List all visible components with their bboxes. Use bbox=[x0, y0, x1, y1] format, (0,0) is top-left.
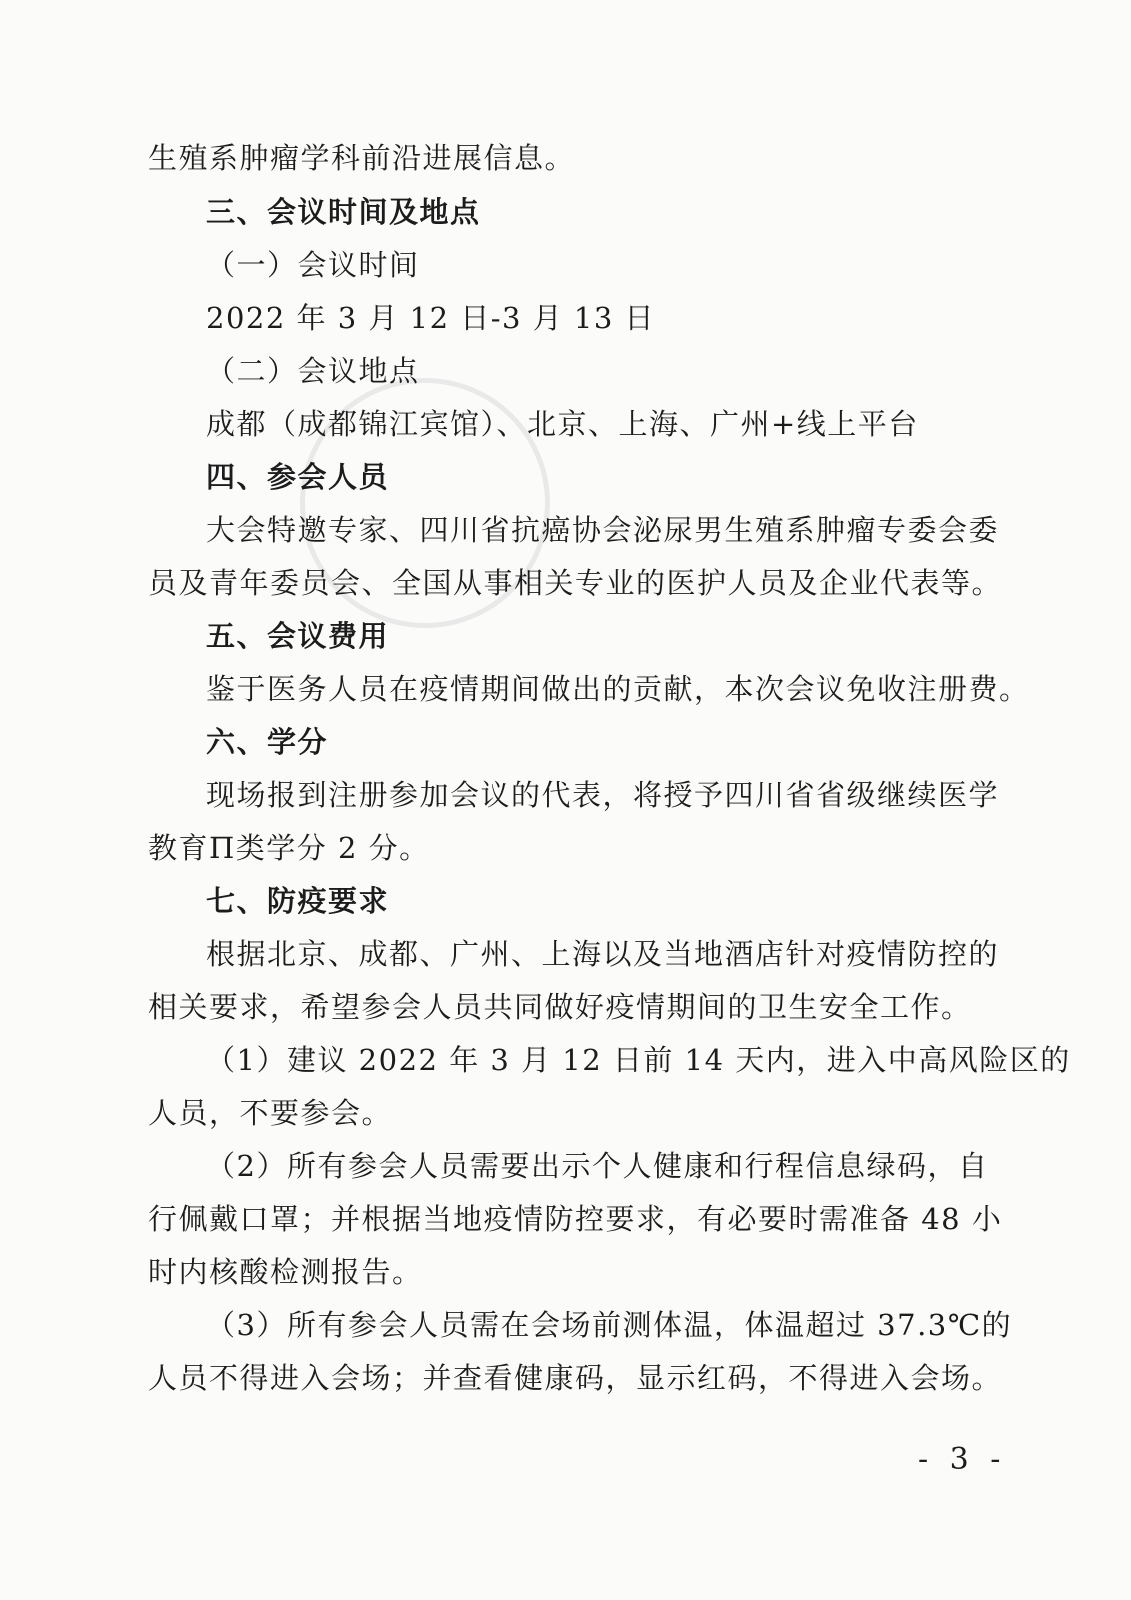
text-line: 根据北京、成都、广州、上海以及当地酒店针对疫情防控的 bbox=[206, 937, 1000, 971]
text-line: 人员不得进入会场；并查看健康码，显示红码，不得进入会场。 bbox=[148, 1361, 1003, 1395]
text-line: 教育Π类学分 2 分。 bbox=[148, 831, 430, 865]
text-line: 行佩戴口罩；并根据当地疫情防控要求，有必要时需准备 48 小 bbox=[148, 1202, 1003, 1236]
subsection-heading: （二）会议地点 bbox=[206, 354, 420, 388]
text-line: 时内核酸检测报告。 bbox=[148, 1255, 423, 1289]
text-line: （1）建议 2022 年 3 月 12 日前 14 天内，进入中高风险区的 bbox=[206, 1043, 1071, 1077]
section-heading: 七、防疫要求 bbox=[206, 884, 390, 918]
text-line: （2）所有参会人员需要出示个人健康和行程信息绿码，自 bbox=[206, 1149, 989, 1183]
meeting-location: 成都（成都锦江宾馆）、北京、上海、广州+线上平台 bbox=[206, 407, 919, 441]
text-line: 员及青年委员会、全国从事相关专业的医护人员及企业代表等。 bbox=[148, 566, 1003, 600]
text-line: 相关要求，希望参会人员共同做好疫情期间的卫生安全工作。 bbox=[148, 990, 972, 1024]
text-line: 现场报到注册参加会议的代表，将授予四川省省级继续医学 bbox=[206, 778, 1000, 812]
section-heading: 五、会议费用 bbox=[206, 619, 390, 653]
text-line: 鉴于医务人员在疫情期间做出的贡献，本次会议免收注册费。 bbox=[206, 672, 1030, 706]
section-heading: 三、会议时间及地点 bbox=[206, 195, 481, 229]
section-heading: 六、学分 bbox=[206, 725, 329, 759]
text-line: （3）所有参会人员需在会场前测体温，体温超过 37.3℃的 bbox=[206, 1308, 1013, 1342]
section-heading: 四、参会人员 bbox=[206, 460, 390, 494]
subsection-heading: （一）会议时间 bbox=[206, 248, 420, 282]
text-line: 人员，不要参会。 bbox=[148, 1096, 393, 1130]
text-line: 大会特邀专家、四川省抗癌协会泌尿男生殖系肿瘤专委会委 bbox=[206, 513, 1000, 547]
meeting-date: 2022 年 3 月 12 日-3 月 13 日 bbox=[206, 301, 656, 335]
page-number: - 3 - bbox=[918, 1442, 1007, 1477]
text-line: 生殖系肿瘤学科前沿进展信息。 bbox=[148, 141, 576, 175]
